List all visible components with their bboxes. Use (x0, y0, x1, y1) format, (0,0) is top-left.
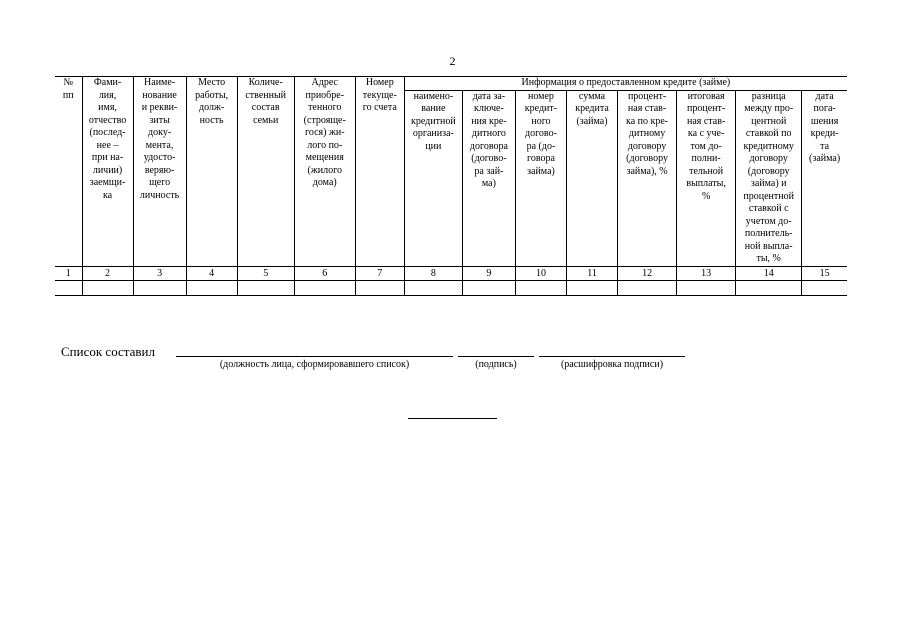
group-header-credit-info: Информация о предоставленном кредите (займе) (404, 77, 847, 91)
table-cell (736, 280, 802, 295)
column-number: 7 (355, 266, 404, 280)
column-header-interest-rate: процент- ная став- ка по кре- дитному договору (договору займа), % (618, 90, 677, 266)
table-cell (462, 280, 515, 295)
column-number: 11 (566, 266, 617, 280)
column-header-credit-org-name: наимено- вание кредитной организа- ции (404, 90, 462, 266)
column-header-repayment-date: дата пога- шения креди- та (займа) (802, 90, 847, 266)
credit-information-table (55, 76, 847, 296)
signature-label: Список составил (61, 344, 155, 359)
signature-line (458, 356, 534, 357)
page-number: 2 (449, 54, 456, 68)
column-header-contract-number: номер кредит- ного догово- ра (до- говора займа) (515, 90, 566, 266)
table-cell (566, 280, 617, 295)
table-cell (82, 280, 133, 295)
column-number: 8 (404, 266, 462, 280)
column-number: 13 (677, 266, 736, 280)
table-cell (404, 280, 462, 295)
table-cell (618, 280, 677, 295)
table-cell (802, 280, 847, 295)
column-number: 2 (82, 266, 133, 280)
column-header-id-document: Наиме- нование и рекви- зиты доку- мента, удосто- веряю- щего личность (133, 77, 186, 267)
table-cell (186, 280, 237, 295)
column-header-address: Адрес приобре- тенного (строяще- гося) жи- лого по- мещения (жилого дома) (294, 77, 355, 267)
table-cell (294, 280, 355, 295)
column-number: 10 (515, 266, 566, 280)
column-numbers-row (55, 266, 847, 280)
column-header-workplace: Место работы, долж- ность (186, 77, 237, 267)
decoding-caption: (расшифровка подписи) (560, 359, 664, 370)
header-row-top (55, 77, 847, 91)
column-header-full-name: Фами- лия, имя, отчество (послед- нее – при на- личии) заемщи- ка (82, 77, 133, 267)
column-header-credit-amount: сумма кредита (займа) (566, 90, 617, 266)
column-header-final-rate: итоговая процент- ная став- ка с уче- том до- полни- тельной выплаты, % (677, 90, 736, 266)
table-cell (237, 280, 294, 295)
column-number: 4 (186, 266, 237, 280)
table-cell (677, 280, 736, 295)
column-header-family-size: Количе- ственный состав семьи (237, 77, 294, 267)
table-cell (355, 280, 404, 295)
table-cell (133, 280, 186, 295)
column-number: 12 (618, 266, 677, 280)
column-number: 5 (237, 266, 294, 280)
column-header-number: № пп (55, 77, 82, 267)
closing-separator-line (408, 418, 497, 419)
decoding-line (539, 356, 685, 357)
column-number: 3 (133, 266, 186, 280)
column-number: 1 (55, 266, 82, 280)
signature-caption: (подпись) (475, 359, 517, 370)
empty-data-row (55, 280, 847, 295)
column-number: 15 (802, 266, 847, 280)
table-cell (515, 280, 566, 295)
column-header-rate-difference: разница между про- центной ставкой по кредитному договору (договору займа) и процентной ставкой с учетом до- полнитель- ной выпла- ты, % (736, 90, 802, 266)
position-caption: (должность лица, сформировавшего список) (219, 359, 410, 370)
column-number: 14 (736, 266, 802, 280)
position-line (176, 356, 453, 357)
column-number: 9 (462, 266, 515, 280)
table-cell (55, 280, 82, 295)
column-number: 6 (294, 266, 355, 280)
column-header-account-number: Номер текуще- го счета (355, 77, 404, 267)
column-header-contract-date: дата за- ключе- ния кре- дитного договора (догово- ра зай- ма) (462, 90, 515, 266)
